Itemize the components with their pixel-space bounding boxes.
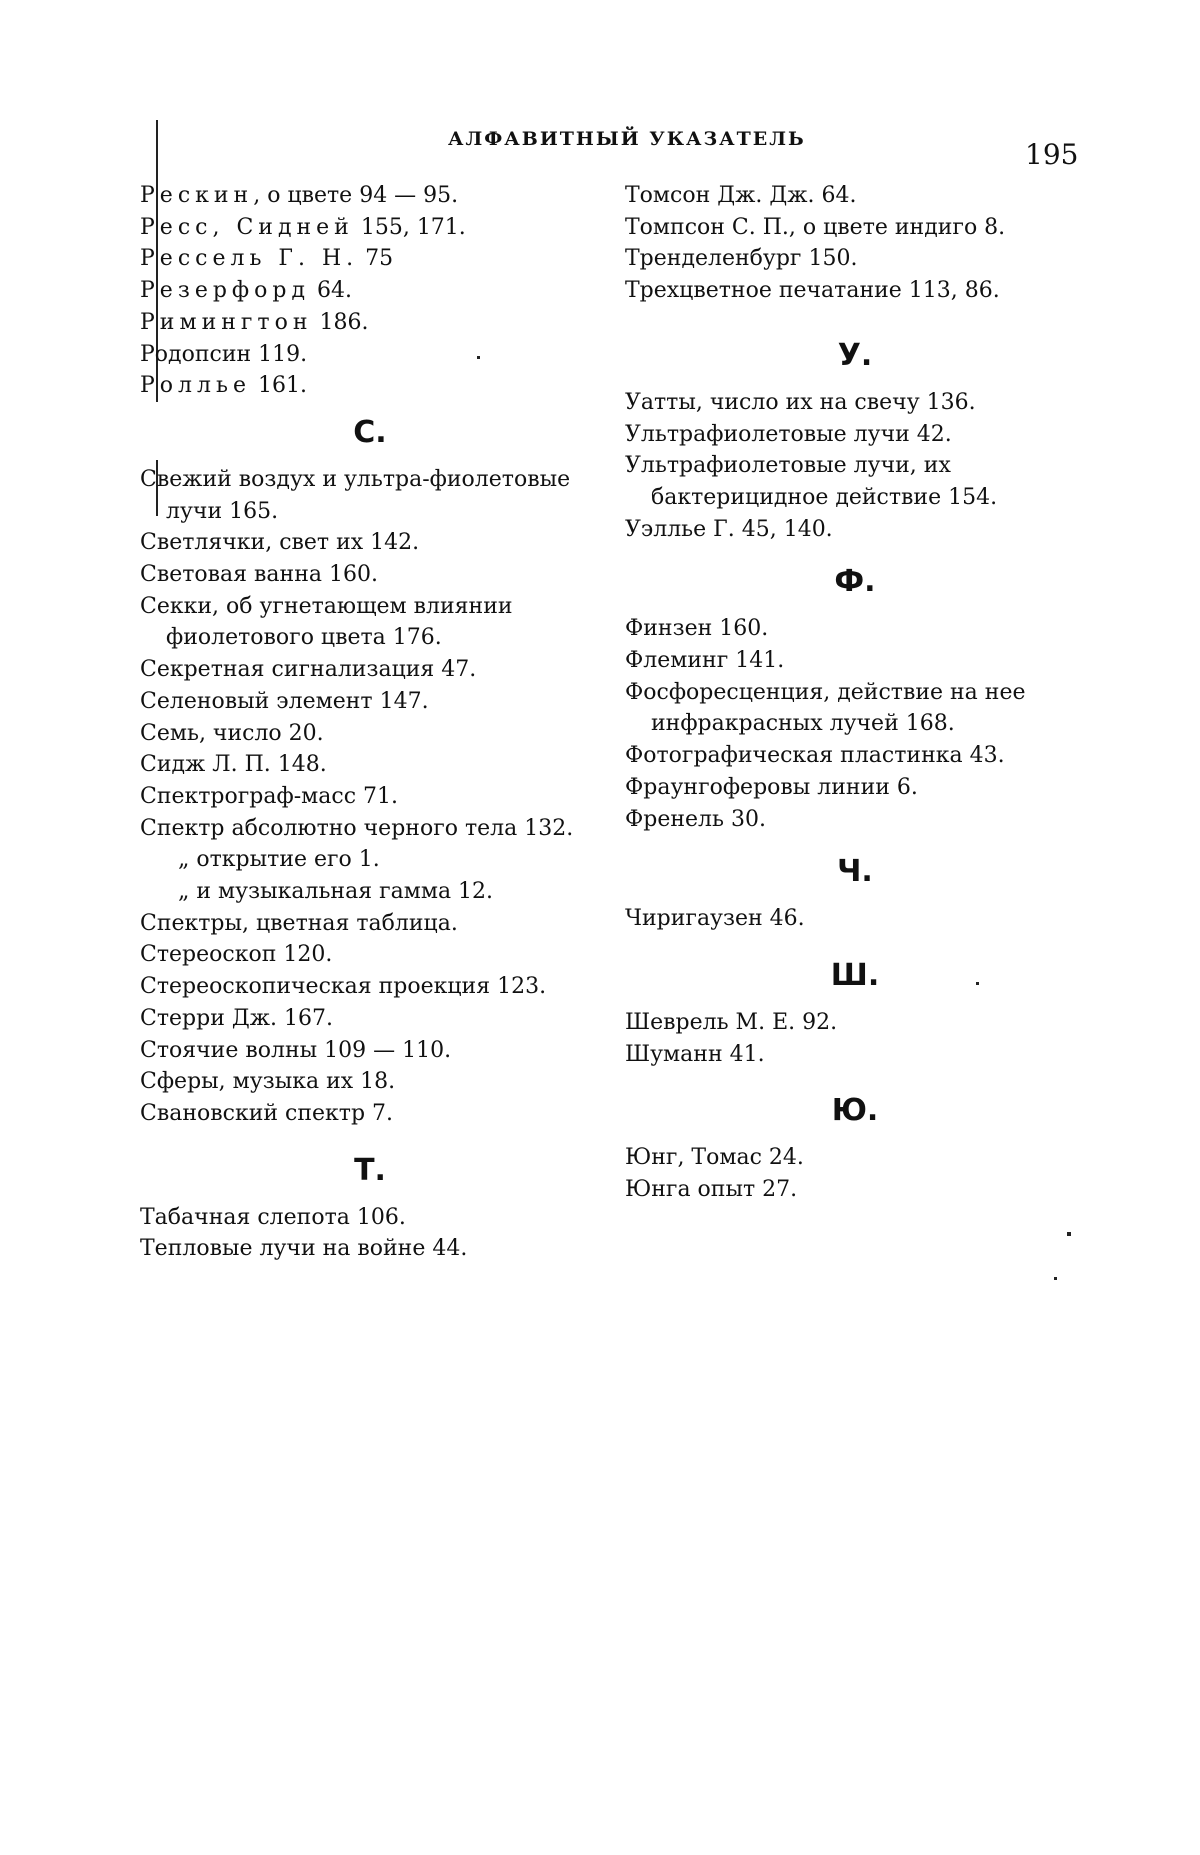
entry-text: 75: [358, 246, 394, 272]
list-item: Уэллье Г. 45, 140.: [625, 516, 833, 542]
entries-u: [625, 387, 1085, 546]
list-item: Юнга опыт 27.: [625, 1177, 798, 1203]
entry-text: Родопсин 119.: [140, 341, 308, 367]
list-item: Фотографическая пластинка 43.: [625, 743, 1005, 769]
scan-speck: [1067, 1232, 1071, 1236]
entry-name: Резерфорд: [140, 278, 311, 304]
list-item: Френель 30.: [625, 806, 766, 832]
page-number: 195: [1025, 138, 1079, 171]
list-item: Уатты, число их на свечу 136.: [625, 389, 976, 415]
list-item: Спектр абсолютно черного тела 132.: [140, 815, 574, 841]
entry-name: Ресс, Сидней: [140, 214, 354, 240]
list-item: Стереоскоп 120.: [140, 942, 333, 968]
list-item: „ открытие его 1.: [178, 847, 380, 873]
list-item: Селеновый элемент 147.: [140, 688, 429, 714]
list-item: Секретная сигнализация 47.: [140, 657, 477, 683]
entries-f: [625, 613, 1085, 835]
list-item: Свановский спектр 7.: [140, 1100, 394, 1126]
entries-ch: [625, 903, 1085, 935]
list-item: Флеминг 141.: [625, 648, 785, 674]
entry-name: Рескин: [140, 183, 254, 208]
entry-name: Роллье: [140, 373, 251, 399]
entries-t-continued: [625, 180, 1085, 307]
running-head: АЛФАВИТНЫЙ УКАЗАТЕЛЬ: [448, 128, 806, 150]
entry-text: 161.: [251, 373, 307, 399]
list-item: Стерри Дж. 167.: [140, 1005, 333, 1031]
list-item: Свежий воздух и ультра-фиолетовые лучи 165.: [140, 466, 571, 524]
list-item: Спектры, цветная таблица.: [140, 910, 458, 936]
section-heading-yu: Ю.: [831, 1093, 879, 1129]
section-heading-u: У.: [837, 337, 873, 373]
list-item: [140, 307, 600, 339]
list-item: Световая ванна 160.: [140, 562, 378, 588]
entries-t: [140, 1202, 600, 1265]
entry-name: Рессель Г. Н.: [140, 246, 359, 272]
list-item: [140, 212, 600, 244]
list-item: [140, 180, 600, 212]
entry-text: 155, 171.: [353, 214, 466, 240]
list-item: Сферы, музыка их 18.: [140, 1069, 396, 1095]
list-item: Фосфоресценция, действие на нее инфракрасных лучей 168.: [625, 679, 1026, 737]
entry-text: 64.: [310, 278, 353, 304]
list-item: Светлячки, свет их 142.: [140, 530, 420, 556]
entry-name: Римингтон: [140, 309, 313, 335]
list-item: Ультрафиолетовые лучи, их бактерицидное действие 154.: [625, 453, 998, 510]
left-column: [140, 180, 600, 1265]
list-item: Юнг, Томас 24.: [625, 1145, 804, 1171]
right-column: [625, 180, 1085, 1206]
list-item: Тренделенбург 150.: [625, 246, 858, 272]
list-item: Спектрограф-масс 71.: [140, 783, 398, 809]
list-item: Секки, об угнетающем влиянии фиолетового цвета 176.: [140, 593, 513, 651]
section-heading-ch: Ч.: [837, 854, 873, 890]
list-item: [140, 243, 600, 275]
entries-s: [140, 464, 600, 1130]
list-item: Фраунгоферовы линии 6.: [625, 774, 918, 800]
entries-r: [140, 180, 600, 402]
section-heading-s: С.: [353, 414, 387, 450]
entry-text: , о цвете 94 — 95.: [253, 183, 459, 208]
list-item: Табачная слепота 106.: [140, 1204, 406, 1230]
list-item: Стереоскопическая проекция 123.: [140, 974, 547, 1000]
list-item: Сидж Л. П. 148.: [140, 752, 327, 778]
entries-sh: [625, 1007, 1085, 1070]
list-item: [140, 370, 600, 402]
list-item: Финзен 160.: [625, 616, 769, 642]
list-item: Шуманн 41.: [625, 1041, 765, 1067]
list-item: [140, 339, 600, 371]
list-item: Трехцветное печатание 113, 86.: [625, 278, 1000, 304]
list-item: Семь, число 20.: [140, 720, 324, 746]
list-item: Томсон Дж. Дж. 64.: [625, 183, 857, 208]
scan-speck: [976, 982, 979, 985]
list-item: Чиригаузен 46.: [625, 906, 805, 932]
list-item: [140, 275, 600, 307]
list-item: Стоячие волны 109 — 110.: [140, 1037, 452, 1063]
entry-text: 186.: [312, 309, 369, 335]
list-item: Томпсон С. П., о цвете индиго 8.: [625, 214, 1006, 240]
scan-speck: [1054, 1277, 1057, 1280]
list-item: Ультрафиолетовые лучи 42.: [625, 421, 952, 447]
section-heading-sh: Ш.: [830, 957, 880, 993]
scan-speck: [477, 356, 480, 359]
list-item: Тепловые лучи на войне 44.: [140, 1236, 468, 1262]
list-item: Шеврель М. Е. 92.: [625, 1009, 838, 1035]
entries-yu: [625, 1142, 1085, 1205]
list-item: „ и музыкальная гамма 12.: [178, 879, 494, 905]
section-heading-f: Ф.: [834, 564, 876, 600]
section-heading-t: Т.: [354, 1152, 386, 1188]
